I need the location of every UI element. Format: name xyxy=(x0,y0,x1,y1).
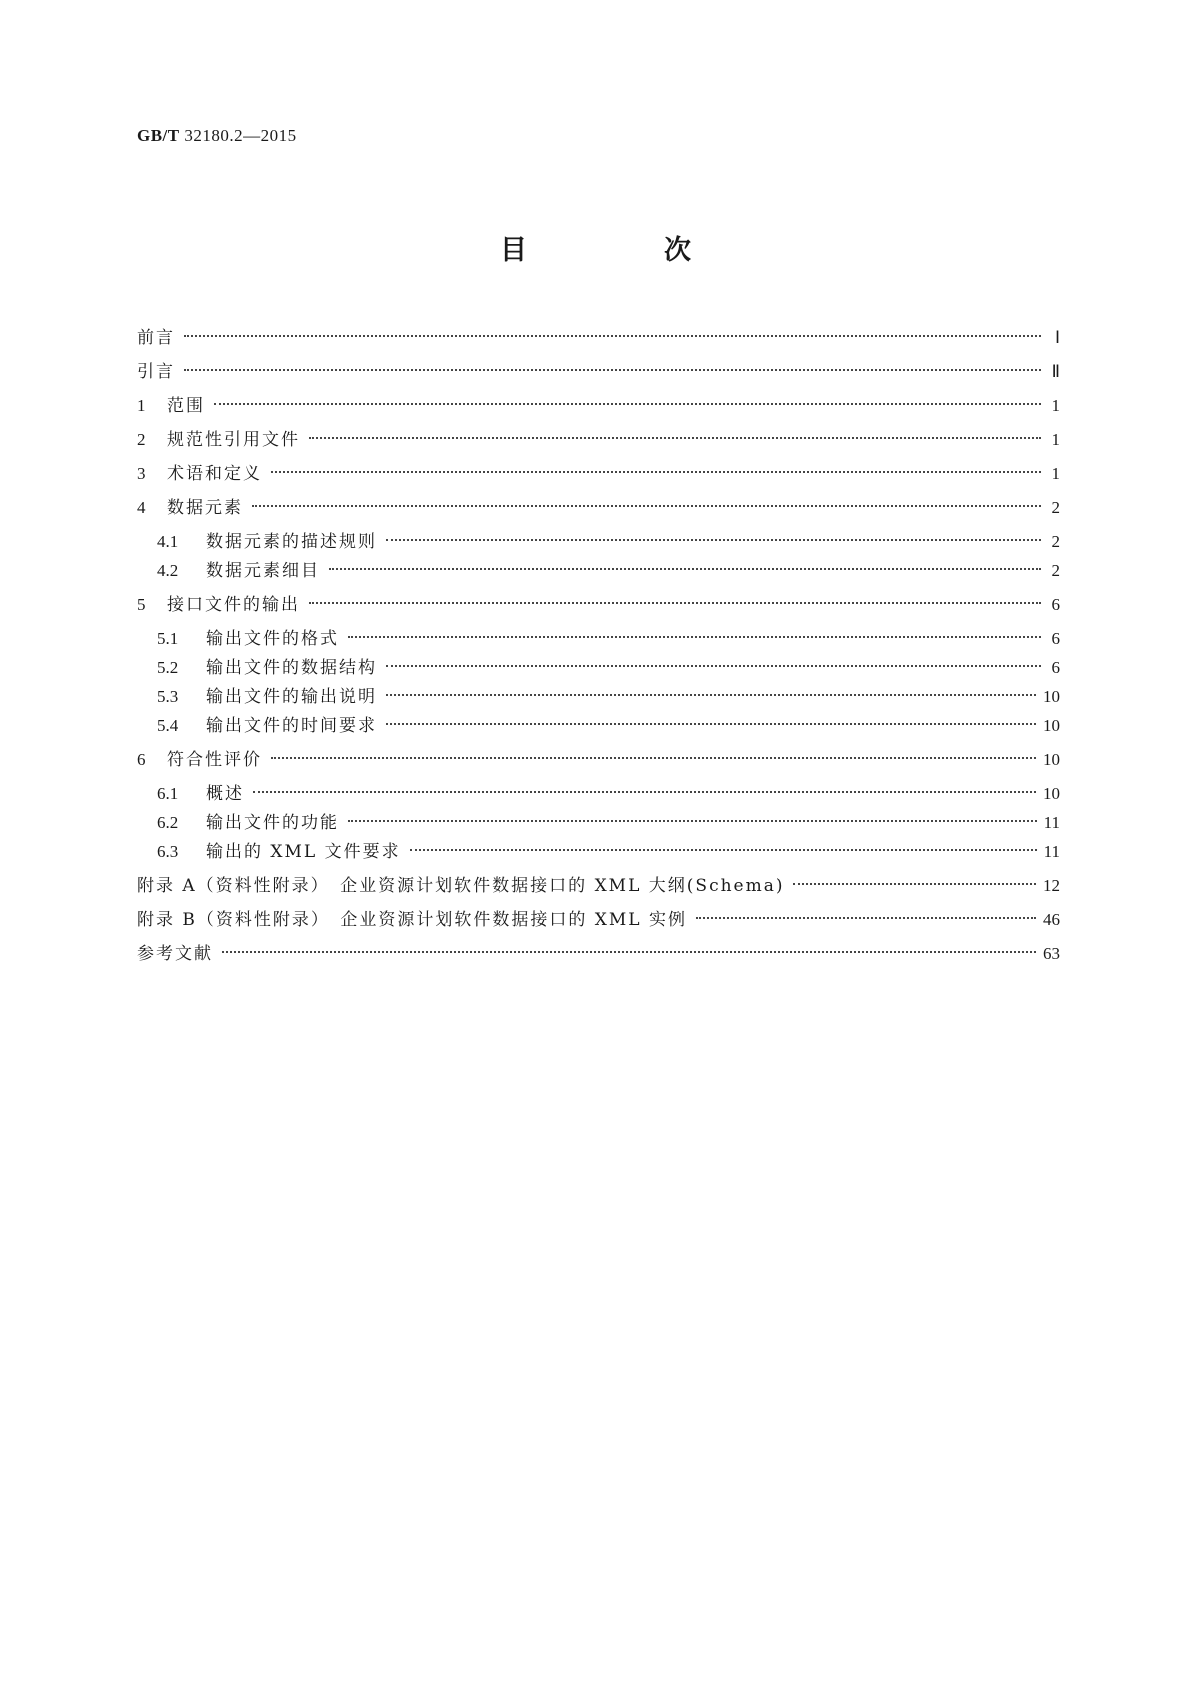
toc-entry-number: 6.1 xyxy=(157,784,179,803)
toc-entry-page: 10 xyxy=(1043,750,1060,769)
toc-entry-page: 2 xyxy=(1051,532,1060,551)
toc-entry-page: Ⅰ xyxy=(1054,328,1060,347)
toc-entry-page: 11 xyxy=(1043,813,1060,832)
toc-entry-number: 5.2 xyxy=(157,658,179,677)
toc-entry-number: 5 xyxy=(137,595,146,614)
toc-dot-leader xyxy=(329,568,1041,570)
toc-entry[interactable] xyxy=(137,496,1060,520)
toc-entry[interactable] xyxy=(137,748,1060,772)
toc-dot-leader xyxy=(214,403,1041,405)
toc-entry[interactable] xyxy=(137,559,1060,583)
toc-entry[interactable] xyxy=(137,462,1060,486)
toc-entry[interactable] xyxy=(137,593,1060,617)
toc-entry-title: 输出文件的时间要求 xyxy=(206,716,377,736)
toc-dot-leader xyxy=(793,883,1036,885)
toc-entry-title: 术语和定义 xyxy=(167,464,262,484)
toc-dot-leader xyxy=(386,723,1036,725)
toc-entry[interactable] xyxy=(137,656,1060,680)
toc-entry-title: 规范性引用文件 xyxy=(167,430,300,450)
toc-entry-title: 参考文献 xyxy=(137,944,213,964)
toc-entry[interactable] xyxy=(137,394,1060,418)
toc-entry-page: 1 xyxy=(1051,464,1060,483)
toc-entry[interactable] xyxy=(137,811,1060,835)
toc-dot-leader xyxy=(696,917,1036,919)
toc-dot-leader xyxy=(386,665,1041,667)
toc-entry-number: 4 xyxy=(137,498,146,517)
toc-entry-number: 5.4 xyxy=(157,716,179,735)
toc-dot-leader xyxy=(184,369,1041,371)
toc-entry-title: 接口文件的输出 xyxy=(167,595,300,615)
page-title: 目 次 xyxy=(500,235,746,266)
toc-entry[interactable] xyxy=(137,685,1060,709)
toc-dot-leader xyxy=(410,849,1037,851)
toc-dot-leader xyxy=(386,694,1036,696)
toc-entry-page: 46 xyxy=(1043,910,1060,929)
toc-entry-page: 1 xyxy=(1051,430,1060,449)
toc-entry-number: 6 xyxy=(137,750,146,769)
standard-code xyxy=(137,126,297,146)
toc-entry[interactable] xyxy=(137,714,1060,738)
toc-entry-title: 数据元素的描述规则 xyxy=(206,532,377,552)
toc-entry-title: 数据元素 xyxy=(167,498,243,518)
toc-entry[interactable] xyxy=(137,627,1060,651)
toc-entry-page: 12 xyxy=(1043,876,1060,895)
toc-entry-page: 10 xyxy=(1043,687,1060,706)
toc-dot-leader xyxy=(184,335,1041,337)
toc-entry[interactable] xyxy=(137,530,1060,554)
toc-entry-title: 概述 xyxy=(206,784,244,804)
toc-entry-title: 符合性评价 xyxy=(167,750,262,770)
toc-entry-number: 6.2 xyxy=(157,813,179,832)
toc-entry-title: 数据元素细目 xyxy=(206,561,320,581)
toc-entry-page: 2 xyxy=(1051,561,1060,580)
standard-code-number: 32180.2—2015 xyxy=(184,126,297,145)
toc-entry-page: 2 xyxy=(1051,498,1060,517)
toc-entry-number: 5.3 xyxy=(157,687,179,706)
toc-entry[interactable] xyxy=(137,782,1060,806)
toc-entry-page: 63 xyxy=(1043,944,1060,963)
toc-entry-title: 输出文件的格式 xyxy=(206,629,339,649)
toc-entry-number: 3 xyxy=(137,464,146,483)
toc-dot-leader xyxy=(309,437,1041,439)
toc-entry-title: 范围 xyxy=(167,396,205,416)
toc-dot-leader xyxy=(252,505,1041,507)
toc-entry-title: 输出文件的数据结构 xyxy=(206,658,377,678)
standard-code-prefix: GB/T xyxy=(137,126,180,145)
toc-entry[interactable] xyxy=(137,360,1060,384)
toc-entry[interactable] xyxy=(137,428,1060,452)
toc-dot-leader xyxy=(348,636,1041,638)
toc-dot-leader xyxy=(348,820,1037,822)
toc-entry-page: 6 xyxy=(1051,595,1060,614)
toc-entry[interactable] xyxy=(137,326,1060,350)
toc-entry-page: 10 xyxy=(1043,784,1060,803)
toc-entry-page: 10 xyxy=(1043,716,1060,735)
toc-entry-page: 1 xyxy=(1051,396,1060,415)
toc-dot-leader xyxy=(253,791,1036,793)
toc-entry-title: 引言 xyxy=(137,362,175,382)
toc-entry-page: Ⅱ xyxy=(1051,362,1060,381)
toc-entry-number: 6.3 xyxy=(157,842,179,861)
toc-entry-number: 5.1 xyxy=(157,629,179,648)
toc-entry-page: 6 xyxy=(1051,629,1060,648)
toc-entry-number: 1 xyxy=(137,396,146,415)
toc-entry-page: 6 xyxy=(1051,658,1060,677)
toc-dot-leader xyxy=(222,951,1036,953)
toc-entry-title: 附录 A（资料性附录） 企业资源计划软件数据接口的 XML 大纲(Schema) xyxy=(137,876,785,896)
toc-entry-number: 4.2 xyxy=(157,561,179,580)
toc-entry-title: 输出文件的功能 xyxy=(206,813,339,833)
toc-entry[interactable] xyxy=(137,874,1060,898)
toc-dot-leader xyxy=(271,757,1036,759)
toc-entry[interactable] xyxy=(137,942,1060,966)
toc-dot-leader xyxy=(386,539,1041,541)
toc-entry[interactable] xyxy=(137,908,1060,932)
toc-entry[interactable] xyxy=(137,840,1060,864)
toc-dot-leader xyxy=(271,471,1041,473)
toc-entry-number: 4.1 xyxy=(157,532,179,551)
toc-entry-page: 11 xyxy=(1043,842,1060,861)
toc-entry-title: 输出的 XML 文件要求 xyxy=(206,842,401,862)
toc-entry-title: 附录 B（资料性附录） 企业资源计划软件数据接口的 XML 实例 xyxy=(137,910,688,930)
toc-dot-leader xyxy=(309,602,1041,604)
toc-entry-title: 前言 xyxy=(137,328,175,348)
toc-entry-title: 输出文件的输出说明 xyxy=(206,687,377,707)
toc-entry-number: 2 xyxy=(137,430,146,449)
